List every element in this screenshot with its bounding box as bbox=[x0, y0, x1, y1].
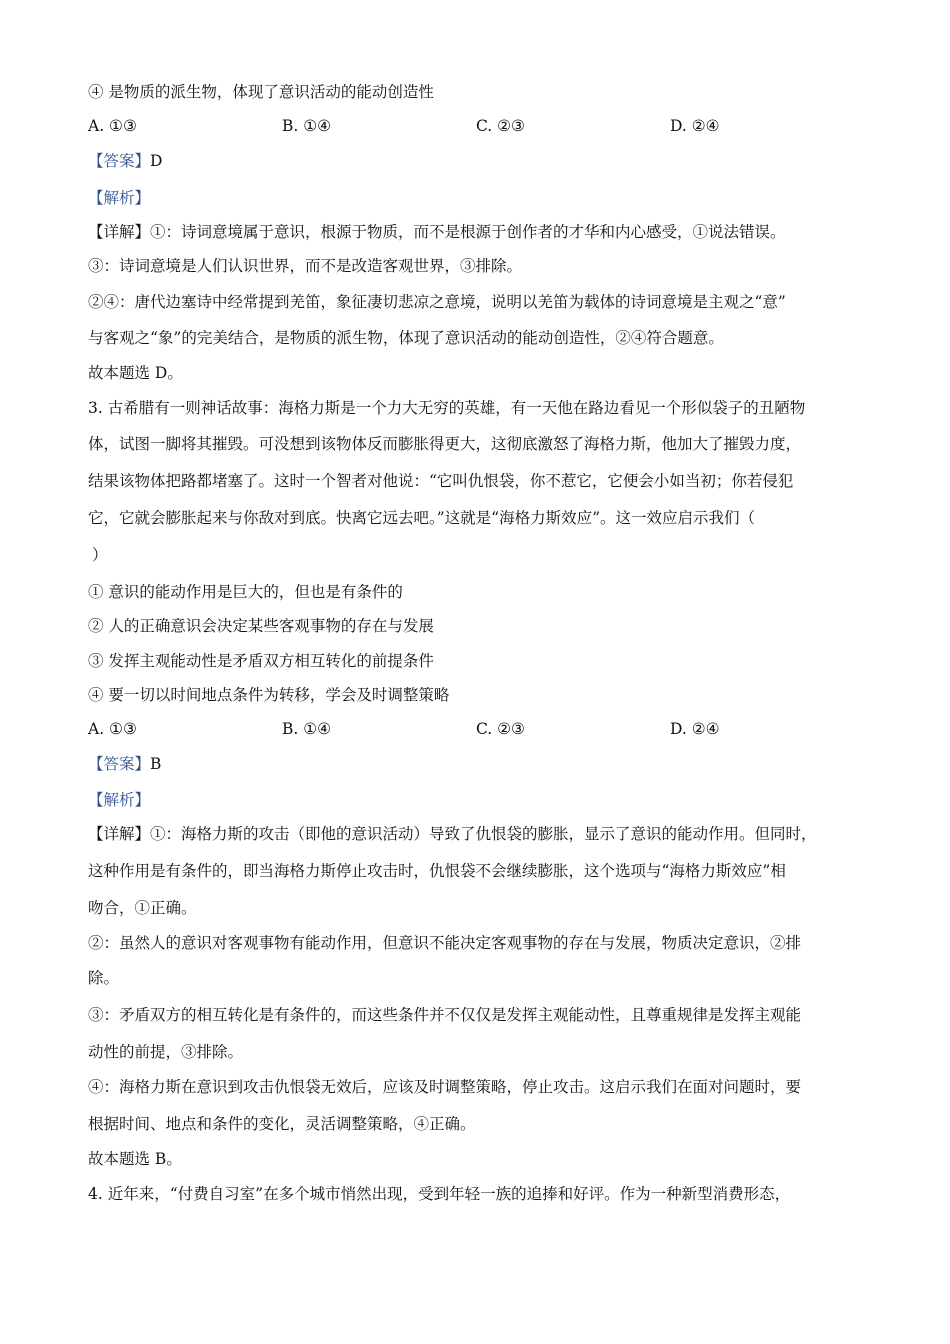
q3-detail-line-1: 【详解】①：海格力斯的攻击（即他的意识活动）导致了仇恨袋的膨胀，显示了意识的能动作用。但同时， bbox=[88, 825, 817, 843]
q3-detail-line-7: 动性的前提，③排除。 bbox=[88, 1043, 244, 1061]
q3-detail-line-9: 根据时间、地点和条件的变化，灵活调整策略，④正确。 bbox=[88, 1115, 476, 1133]
q3-stem-line-3: 结果该物体把路都堵塞了。这时一个智者对他说：“它叫仇恨袋，你不惹它，它便会小如当初；你若侵犯 bbox=[88, 472, 794, 490]
q2-conclusion: 故本题选 D。 bbox=[88, 364, 183, 382]
q2-option-4: ④ 是物质的派生物，体现了意识活动的能动创造性 bbox=[88, 83, 434, 101]
q2-choice-b: B. ①④ bbox=[282, 117, 332, 135]
q3-choice-a: A. ①③ bbox=[88, 720, 137, 738]
q2-detail-line-4: 与客观之“象”的完美结合，是物质的派生物，体现了意识活动的能动创造性，②④符合题意。 bbox=[88, 329, 724, 347]
q3-choice-d: D. ②④ bbox=[670, 720, 720, 738]
q2-analysis-tag: 【解析】 bbox=[88, 189, 151, 207]
q3-detail-line-4: ②：虽然人的意识对客观事物有能动作用，但意识不能决定客观事物的存在与发展，物质决定意识，②排 bbox=[88, 934, 802, 952]
q3-option-1: ① 意识的能动作用是巨大的，但也是有条件的 bbox=[88, 583, 403, 601]
answer-tag: 【答案】 bbox=[88, 152, 151, 170]
q3-option-2: ② 人的正确意识会决定某些客观事物的存在与发展 bbox=[88, 617, 434, 635]
q2-detail-line-1: 【详解】①：诗词意境属于意识，根源于物质，而不是根源于创作者的才华和内心感受，①说法错误。 bbox=[88, 223, 786, 241]
answer-value: D bbox=[150, 152, 163, 170]
q3-stem-line-2: 体，试图一脚将其摧毁。可没想到该物体反而膨胀得更大，这彻底激怒了海格力斯，他加大了摧毁力度， bbox=[88, 435, 802, 453]
q3-stem-line-4: 它，它就会膨胀起来与你敌对到底。快离它远去吧。”这就是“海格力斯效应”。这一效应启示我们（ bbox=[88, 509, 756, 527]
q2-choice-d: D. ②④ bbox=[670, 117, 720, 135]
q3-answer bbox=[88, 754, 161, 774]
q2-detail-line-2: ③：诗词意境是人们认识世界，而不是改造客观世界，③排除。 bbox=[88, 257, 523, 275]
q3-detail-line-2: 这种作用是有条件的，即当海格力斯停止攻击时，仇恨袋不会继续膨胀，这个选项与“海格力斯效应”相 bbox=[88, 862, 786, 880]
detail-tag: 【详解】 bbox=[88, 825, 151, 843]
q4-stem-line-1: 4. 近年来，“付费自习室”在多个城市悄然出现，受到年轻一族的追捧和好评。作为一种新型消费形态， bbox=[88, 1185, 791, 1203]
q2-detail-line-3: ②④：唐代边塞诗中经常提到羌笛，象征凄切悲凉之意境，说明以羌笛为载体的诗词意境是主观之“意” bbox=[88, 293, 786, 311]
q2-answer bbox=[88, 151, 162, 171]
q3-choice-b: B. ①④ bbox=[282, 720, 332, 738]
q3-stem-line-5: ） bbox=[92, 546, 108, 564]
answer-value: B bbox=[150, 755, 162, 773]
q3-detail-line-6: ③：矛盾双方的相互转化是有条件的，而这些条件并不仅仅是发挥主观能动性，且尊重规律是发挥主观能 bbox=[88, 1006, 802, 1024]
q3-conclusion: 故本题选 B。 bbox=[88, 1150, 182, 1168]
q3-choice-c: C. ②③ bbox=[476, 720, 525, 738]
q3-analysis-tag: 【解析】 bbox=[88, 791, 151, 809]
answer-tag: 【答案】 bbox=[88, 755, 151, 773]
q3-detail-line-5: 除。 bbox=[88, 969, 120, 987]
q3-detail-line-3: 吻合，①正确。 bbox=[88, 899, 197, 917]
q3-stem-line-1: 3. 古希腊有一则神话故事：海格力斯是一个力大无穷的英雄，有一天他在路边看见一个形似袋子的丑陋物 bbox=[88, 399, 806, 417]
detail-tag: 【详解】 bbox=[88, 223, 151, 241]
q3-detail-line-8: ④：海格力斯在意识到攻击仇恨袋无效后，应该及时调整策略，停止攻击。这启示我们在面对问题时，要 bbox=[88, 1078, 802, 1096]
q3-option-3: ③ 发挥主观能动性是矛盾双方相互转化的前提条件 bbox=[88, 652, 434, 670]
q2-choice-c: C. ②③ bbox=[476, 117, 525, 135]
q3-option-4: ④ 要一切以时间地点条件为转移，学会及时调整策略 bbox=[88, 686, 450, 704]
q2-choice-a: A. ①③ bbox=[88, 117, 137, 135]
